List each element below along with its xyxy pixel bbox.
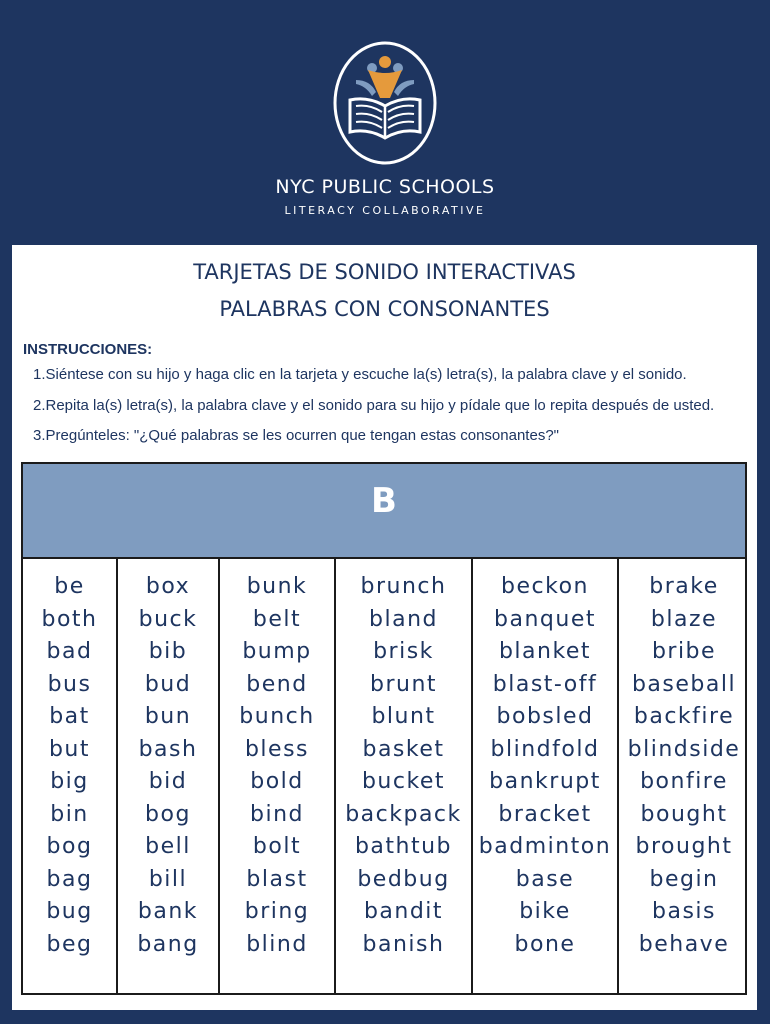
word-item: be: [54, 574, 85, 599]
word-item: bell: [145, 834, 191, 859]
word-item: brisk: [373, 639, 434, 664]
word-item: blindside: [627, 736, 741, 762]
word-item: brake: [649, 574, 719, 599]
word-column: [619, 559, 749, 993]
word-item: bud: [144, 671, 192, 697]
word-column: [473, 559, 619, 993]
word-item: backfire: [633, 704, 735, 729]
word-item: bolt: [252, 834, 302, 859]
org-subtitle: LITERACY COLLABORATIVE: [284, 204, 486, 217]
word-item: blind: [246, 931, 308, 957]
word-item: blast-off: [492, 671, 598, 697]
word-item: baseball: [631, 671, 737, 697]
card-title-line1: TARJETAS DE SONIDO INTERACTIVAS: [193, 260, 576, 284]
word-item: bog: [46, 834, 93, 859]
word-item: blindfold: [490, 736, 600, 762]
instruction-1: 1.Siéntese con su hijo y haga clic en la tarjeta y escuche la(s) letra(s), la palabra clave y el sonido.: [33, 366, 687, 383]
word-item: belt: [252, 606, 302, 632]
word-item: begin: [649, 866, 719, 892]
word-item: badminton: [478, 834, 612, 859]
word-column: [23, 559, 118, 993]
word-item: blaze: [650, 606, 718, 632]
word-item: bunk: [246, 574, 308, 599]
word-item: blunt: [371, 704, 436, 729]
word-item: bend: [246, 671, 308, 697]
word-item: bracket: [498, 801, 592, 827]
word-item: blanket: [498, 639, 592, 664]
word-item: brought: [635, 834, 733, 859]
word-item: bad: [46, 639, 93, 664]
word-item: bathtub: [354, 834, 453, 859]
word-column: [220, 559, 336, 993]
letter-card-button[interactable]: [23, 464, 745, 559]
word-item: banish: [362, 931, 445, 957]
word-item: big: [50, 769, 89, 794]
word-item: behave: [638, 931, 730, 957]
word-item: beg: [46, 931, 93, 957]
card-title-line2: PALABRAS CON CONSONANTES: [219, 297, 550, 321]
word-item: bill: [148, 866, 188, 892]
word-item: bone: [514, 931, 576, 957]
word-item: blast: [246, 866, 308, 892]
word-item: banquet: [494, 606, 596, 632]
word-item: bug: [46, 899, 93, 924]
letter-label: B: [371, 480, 397, 521]
word-item: bang: [137, 931, 199, 957]
word-item: bump: [242, 639, 312, 664]
page-header: [0, 0, 770, 245]
word-column: [118, 559, 220, 993]
word-table: [21, 462, 747, 995]
word-item: beckon: [501, 574, 589, 599]
word-item: bog: [145, 801, 191, 827]
word-item: brunch: [360, 574, 447, 599]
word-item: bike: [519, 899, 571, 924]
word-item: but: [48, 736, 91, 762]
word-item: bonfire: [640, 769, 728, 794]
word-item: base: [515, 866, 575, 892]
instruction-3: 3.Pregúnteles: "¿Qué palabras se les ocurren que tengan estas consonantes?": [33, 427, 559, 444]
school-logo-icon: [332, 40, 438, 166]
word-item: bun: [144, 704, 192, 729]
word-item: bib: [148, 639, 188, 664]
word-item: bus: [47, 671, 92, 697]
word-item: bless: [244, 736, 310, 762]
word-item: bash: [138, 736, 198, 762]
word-item: bin: [50, 801, 89, 827]
word-item: bat: [49, 704, 90, 729]
word-item: bribe: [651, 639, 717, 664]
word-item: basket: [362, 736, 445, 762]
word-item: bought: [640, 801, 728, 827]
word-item: brunt: [369, 671, 438, 697]
word-item: bank: [137, 899, 199, 924]
word-item: buck: [138, 606, 198, 632]
word-item: bind: [250, 801, 304, 827]
sound-card: [12, 245, 757, 1010]
word-item: bold: [250, 769, 304, 794]
word-item: bid: [148, 769, 188, 794]
word-column: [336, 559, 473, 993]
word-item: bobsled: [496, 704, 594, 729]
word-item: backpack: [345, 801, 462, 827]
instruction-2: 2.Repita la(s) letra(s), la palabra clave y el sonido para su hijo y pídale que lo repita después de usted.: [33, 397, 715, 414]
word-item: both: [41, 606, 98, 632]
word-item: bring: [244, 899, 310, 924]
word-item: bland: [369, 606, 438, 632]
word-item: bucket: [361, 769, 446, 794]
word-item: bag: [46, 866, 93, 892]
word-item: bankrupt: [489, 769, 601, 794]
word-item: bandit: [363, 899, 444, 924]
word-item: box: [145, 574, 191, 599]
instructions-heading: INSTRUCCIONES:: [23, 341, 153, 358]
org-name: NYC PUBLIC SCHOOLS: [275, 176, 495, 198]
word-item: bunch: [239, 704, 315, 729]
word-item: bedbug: [357, 866, 450, 892]
word-item: basis: [652, 899, 716, 924]
